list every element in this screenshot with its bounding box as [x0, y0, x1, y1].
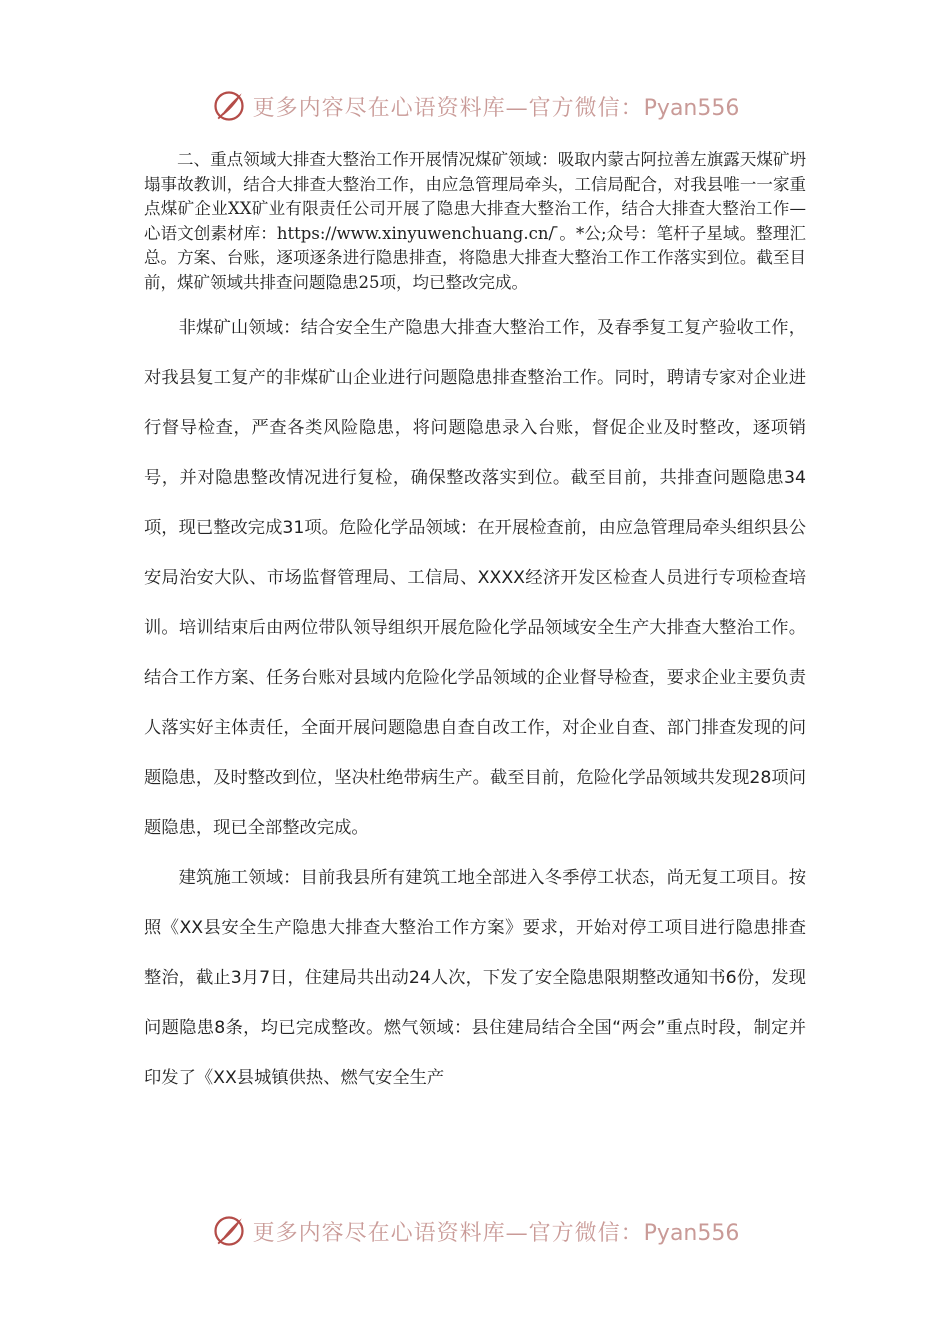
- quill-logo-icon: [211, 1213, 247, 1249]
- document-body: [144, 144, 806, 1103]
- watermark-text: 更多内容尽在心语资料库—官方微信：Pyan556: [252, 1220, 740, 1246]
- watermark-footer: [0, 1209, 950, 1253]
- watermark-wechat-id: Pyan556: [643, 1220, 740, 1246]
- paragraph-construction: 建筑施工领域：目前我县所有建筑工地全部进入冬季停工状态，尚无复工项目。按照《XX县安全生产隐患大排查大整治工作方案》要求，开始对停工项目进行隐患排查整治，截止3月7日，住建局共出动24人次，下发了安全隐患限期整改通知书6份，发现问题隐患8条，均已完成整改。燃气领域：县住建局结合全国“两会”重点时段，制定并印发了《XX县城镇供热、燃气安全生产: [144, 868, 806, 1088]
- quill-logo-icon: [211, 88, 247, 124]
- watermark-header: [0, 84, 950, 128]
- watermark-text: 更多内容尽在心语资料库—官方微信：Pyan556: [252, 95, 740, 121]
- paragraph-coal-mine: 二、重点领域大排查大整治工作开展情况煤矿领域：吸取内蒙古阿拉善左旗露天煤矿坍塌事故教训，结合大排查大整治工作，由应急管理局牵头，工信局配合，对我县唯一一家重点煤矿企业XX矿业有限责任公司开展了隐患大排查大整治工作，结合大排查大整治工作—心语文创素材库：https://www.xinyuwenchuang.cn/ ̄。*公;众号：笔杆子星域。整理汇总。方案、台账，逐项逐条进行隐患排查，将隐患大排查大整治工作工作落实到位。截至目前，煤矿领域共排查问题隐患25项，均已整改完成。: [144, 150, 806, 292]
- paragraph-non-coal-mine: 非煤矿山领域：结合安全生产隐患大排查大整治工作，及春季复工复产验收工作，对我县复工复产的非煤矿山企业进行问题隐患排查整治工作。同时，聘请专家对企业进行督导检查，严查各类风险隐患，将问题隐患录入台账，督促企业及时整改，逐项销号，并对隐患整改情况进行复检，确保整改落实到位。截至目前，共排查问题隐患34项，现已整改完成31项。危险化学品领域：在开展检查前，由应急管理局牵头组织县公安局治安大队、市场监督管理局、工信局、XXXX经济开发区检查人员进行专项检查培训。培训结束后由两位带队领导组织开展危险化学品领域安全生产大排查大整治工作。结合工作方案、任务台账对县域内危险化学品领域的企业督导检查，要求企业主要负责人落实好主体责任，全面开展问题隐患自查自改工作，对企业自查、部门排查发现的问题隐患，及时整改到位，坚决杜绝带病生产。截至目前，危险化学品领域共发现28项问题隐患，现已全部整改完成。: [144, 318, 806, 838]
- watermark-wechat-id: Pyan556: [643, 95, 740, 121]
